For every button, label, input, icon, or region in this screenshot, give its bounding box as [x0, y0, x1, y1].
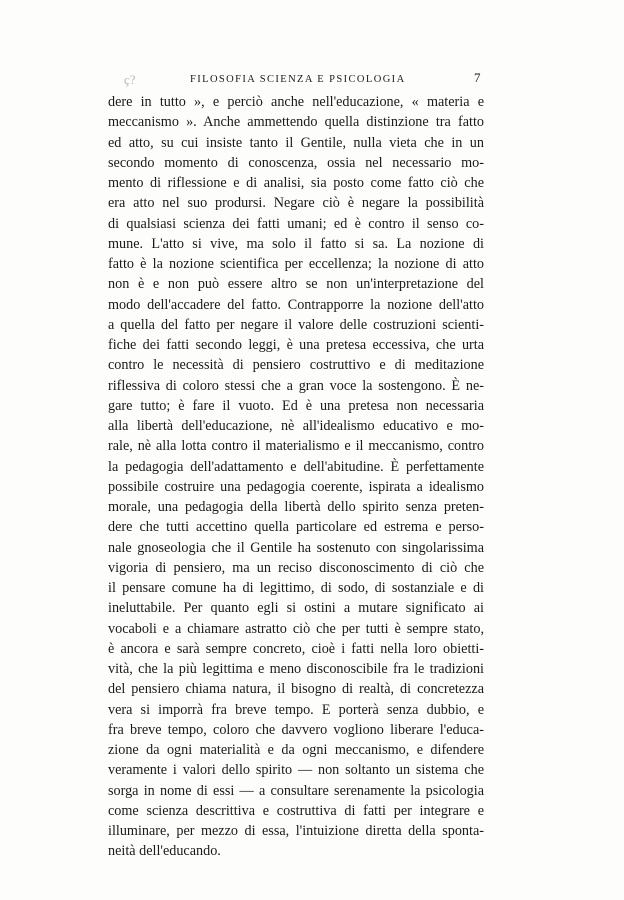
text-line: a quella del fatto per negare il valore delle costruzioni scienti-: [108, 316, 484, 333]
text-line: la pedagogia dell'adattamento e dell'abitudine. È perfettamente: [108, 458, 484, 475]
text-line: neità dell'educando.: [108, 843, 221, 860]
text-line: veramente i valori dello spirito — non soltanto un sistema che: [108, 762, 484, 779]
text-line: del pensiero chiama natura, il bisogno di realtà, di concretezza: [108, 681, 484, 698]
text-line: fiche dei fatti secondo leggi, è una pretesa eccessiva, che urta: [108, 337, 484, 353]
text-line: vera si imporrà fra breve tempo. E porterà senza dubbio, e: [108, 701, 484, 718]
text-line: è ancora e sarà sempre concreto, cioè i fatti nella loro obietti-: [108, 640, 484, 657]
text-line: riflessiva di coloro stessi che a gran voce la sostengono. È ne-: [108, 377, 484, 394]
text-line: meccanismo ». Anche ammettendo quella distinzione tra fatto: [108, 114, 484, 131]
text-line: gare tutto; è fare il vuoto. Ed è una pretesa non necessaria: [108, 397, 484, 414]
text-line: nale gnoseologia che il Gentile ha sostenuto con singolarissima: [108, 539, 484, 556]
text-line: vigoria di pensiero, ma un reciso disconoscimento di ciò che: [108, 559, 484, 576]
text-line: illuminare, per mezzo di essa, l'intuizione diretta della sponta-: [108, 823, 484, 839]
text-line: era atto nel suo prodursi. Negare ciò è negare la possibilità: [108, 195, 484, 212]
body-text: [108, 92, 484, 862]
text-line: mento di riflessione e di analisi, sia posto come fatto ciò che: [108, 175, 484, 191]
page-number: 7: [474, 70, 481, 85]
text-line: secondo momento di conoscenza, ossia nel necessario mo-: [108, 154, 484, 171]
text-line: alla libertà dell'educazione, nè all'idealismo educativo e mo-: [108, 418, 484, 434]
text-line: morale, una pedagogia della libertà dello spirito senza preten-: [108, 499, 484, 515]
text-line: mune. L'atto si vive, ma solo il fatto si sa. La nozione di: [108, 235, 484, 252]
text-line: modo dell'accadere del fatto. Contrapporre la nozione dell'atto: [108, 296, 484, 313]
text-line: vità, che la più legittima e meno disconoscibile fra le tradizioni: [108, 661, 484, 677]
text-line: ed atto, su cui insiste tanto il Gentile, nulla vieta che in un: [108, 134, 484, 151]
text-line: fra breve tempo, coloro che davvero vogliono liberare l'educa-: [108, 721, 484, 738]
text-line: ineluttabile. Per quanto egli si ostini a mutare significato ai: [108, 600, 484, 617]
ink-mark: ç?: [124, 72, 136, 87]
text-line: il pensare comune ha di legittimo, di sodo, di sostanziale e di: [108, 580, 484, 596]
text-line: zione da ogni materialità e da ogni meccanismo, e difendere: [108, 742, 484, 758]
text-line: come scienza descrittiva e costruttiva di fatti per integrare e: [108, 802, 484, 819]
text-line: dere in tutto », e perciò anche nell'educazione, « materia e: [108, 94, 484, 110]
text-line: contro le necessità di pensiero costruttivo e di meditazione: [108, 357, 484, 374]
text-line: rale, nè alla lotta contro il materialismo e il meccanismo, contro: [108, 438, 484, 455]
text-line: di qualsiasi scienza dei fatti umani; ed è contro il senso co-: [108, 215, 484, 232]
text-line: fatto è la nozione scientifica per eccellenza; la nozione di atto: [108, 256, 484, 272]
text-line: vocaboli e a chiamare astratto ciò che per tutti è sempre stato,: [108, 620, 484, 637]
text-line: possibile costruire una pedagogia coerente, ispirata a idealismo: [108, 478, 484, 495]
text-line: non è e non può essere altro se non un'interpretazione del: [108, 276, 484, 293]
text-line: sorga in nome di essi — a consultare serenamente la psicologia: [108, 782, 484, 799]
text-line: dere che tutti accettino quella particolare ed estrema e perso-: [108, 519, 484, 536]
running-head: FILOSOFIA SCIENZA E PSICOLOGIA: [190, 74, 406, 85]
